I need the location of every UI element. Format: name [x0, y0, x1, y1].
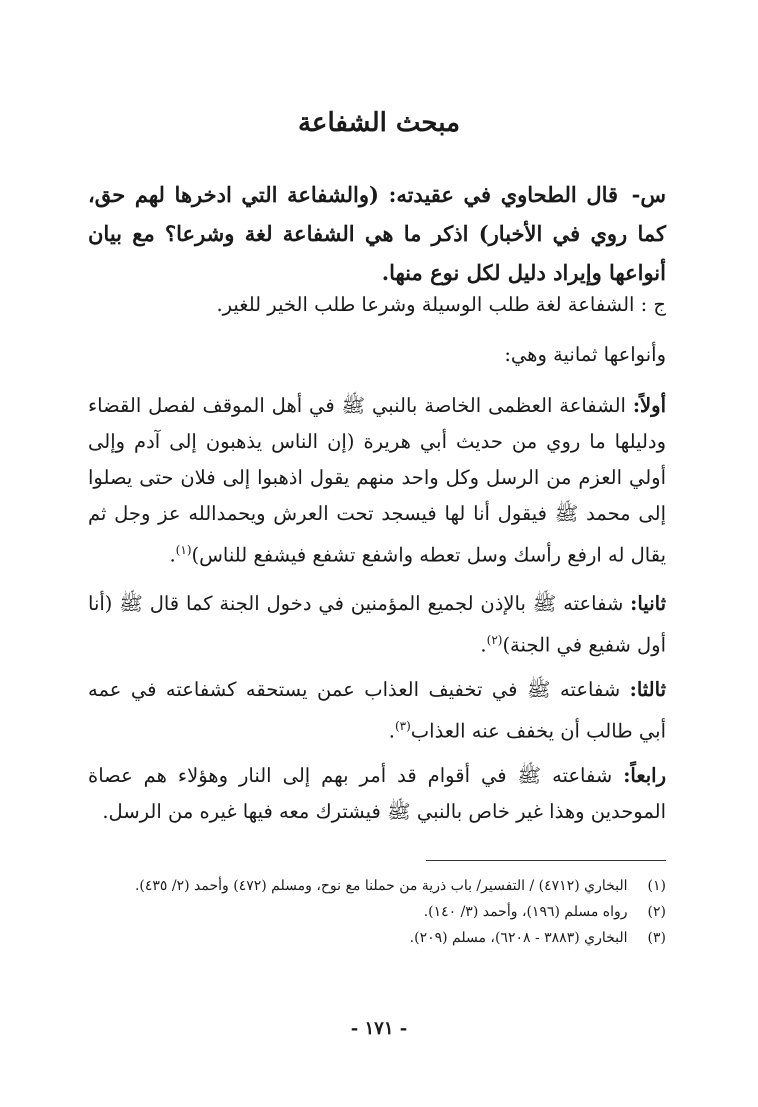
footnote-1 — [60, 873, 666, 899]
page-number: - ١٧١ - — [350, 1018, 408, 1039]
footnote-divider — [426, 860, 666, 861]
footnote-text: رواه مسلم (١٩٦)، وأحمد (٣/ ١٤٠). — [423, 904, 628, 920]
type-heading-3: ثالثا: — [629, 678, 666, 701]
footnote-number: (٣) — [647, 930, 666, 946]
types-intro: وأنواعها ثمانية وهي: — [504, 343, 666, 366]
type-text-3: شفاعته ﷺ في تخفيف العذاب عمن يستحقه كشفاعته في عمه أبي طالب أن يخفف عنه العذاب — [88, 678, 666, 743]
type-heading-2: ثانيا: — [630, 592, 666, 615]
question-label: س- — [631, 182, 666, 207]
footnote-2 — [60, 899, 666, 925]
type-heading-4: رابعاً: — [623, 764, 666, 787]
type-text-1: الشفاعة العظمى الخاصة بالنبي ﷺ في أهل الموقف لفصل القضاء ودليلها ما روي من حديث أبي هريرة (إن الناس يذهبون إلى آدم وإلى أولي العزم من الرسل وكل واحد منهم يقول اذهبوا إلى فلان حتى يصلوا إلى محمد ﷺ فيقول أنا لها فيسجد تحت العرش ويحمدالله عز وجل ثم يقال له ارفع رأسك وسل تعطه واشفع تشفع فيشفع للناس) — [88, 394, 666, 567]
footnote-text: البخاري (٣٨٨٣ - ٦٢٠٨)، مسلم (٢٠٩). — [409, 930, 628, 946]
question-text: قال الطحاوي في عقيدته: (والشفاعة التي ادخرها لهم حق، كما روي في الأخبار) اذكر ما هي الشفاعة لغة وشرعا؟ مع بيان أنواعها وإيراد دليل لكل نوع منها. — [88, 182, 666, 285]
footnote-number: (١) — [647, 878, 666, 894]
type-paragraph-1: أولاً: الشفاعة العظمى الخاصة بالنبي ﷺ في أهل الموقف لفصل القضاء ودليلها ما روي من حديث أبي هريرة (إن الناس يذهبون إلى آدم وإلى أولي العزم من الرسل وكل واحد منهم يقول اذهبوا إلى فلان حتى يصلوا إلى محمد ﷺ فيقول أنا لها فيسجد تحت العرش ويحمدالله عز وجل ثم يقال له ارفع رأسك وسل تعطه واشفع تشفع فيشفع للناس)$^{(١)}$. — [88, 394, 667, 567]
answer-label: ج : — [640, 293, 666, 316]
page-title: مبحث الشفاعة — [297, 108, 460, 138]
footnote-ref-2: (٢) — [486, 633, 503, 647]
footnote-number: (٢) — [647, 904, 666, 920]
footnote-ref-3: (٣) — [394, 719, 411, 733]
type-paragraph-4 — [88, 758, 666, 830]
question-paragraph — [88, 175, 666, 292]
footnote-3 — [60, 925, 666, 951]
answer-definition — [88, 290, 666, 320]
footnote-ref-1: (١) — [175, 543, 192, 557]
type-paragraph-3: ثالثا: شفاعته ﷺ في تخفيف العذاب عمن يستحقه كشفاعته في عمه أبي طالب أن يخفف عنه العذاب$^{(٣)}$. — [88, 678, 666, 743]
type-heading-1: أولاً: — [632, 394, 667, 417]
answer-definition-text: الشفاعة لغة طلب الوسيلة وشرعا طلب الخير للغير. — [216, 293, 635, 316]
type-text-4: شفاعته ﷺ في أقوام قد أمر بهم إلى النار وهؤلاء هم عصاة الموحدين وهذا غير خاص بالنبي ﷺ فيشترك معه فيها غيره من الرسل. — [88, 764, 666, 823]
footnote-text: البخاري (٤٧١٢) / التفسير/ باب ذرية من حملنا مع نوح، ومسلم (٤٧٢) وأحمد (٢/ ٤٣٥). — [134, 878, 628, 894]
type-paragraph-2: ثانيا: شفاعته ﷺ بالإذن لجميع المؤمنين في دخول الجنة كما قال ﷺ (أنا أول شفيع في الجنة)$^{(٢)}$. — [88, 592, 666, 657]
type-text-2: شفاعته ﷺ بالإذن لجميع المؤمنين في دخول الجنة كما قال ﷺ (أنا أول شفيع في الجنة) — [88, 592, 666, 657]
